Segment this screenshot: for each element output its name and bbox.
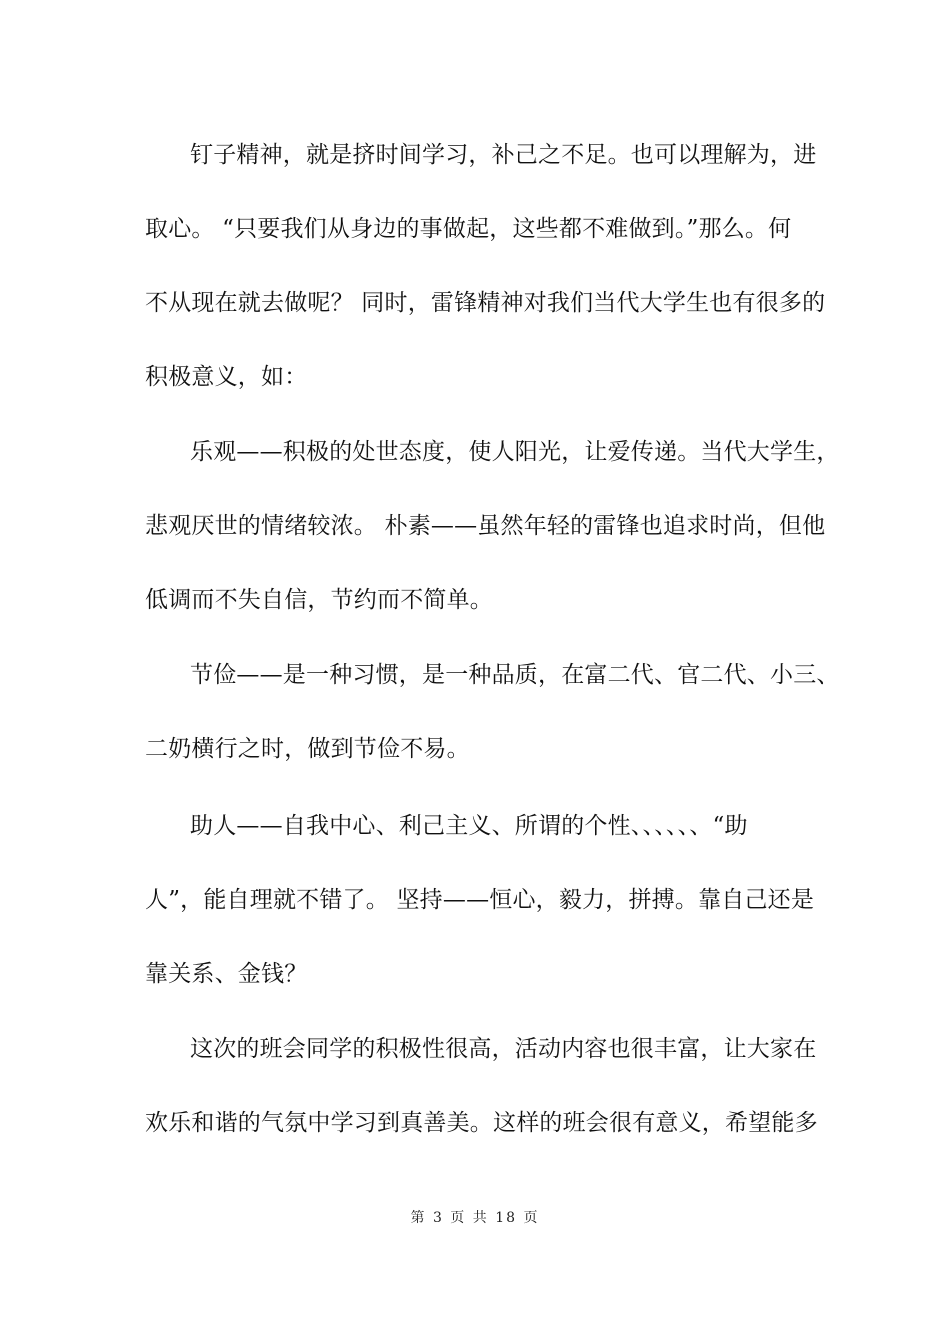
paragraph-4-line-2: 人”，能自理就不错了。 坚持——恒心，毅力，拼搏。靠自己还是 bbox=[145, 887, 815, 913]
paragraph-2-line-3: 低调而不失自信，节约而不简单。 bbox=[145, 587, 493, 613]
paragraph-4-line-3: 靠关系、金钱？ bbox=[145, 961, 308, 987]
paragraph-2-line-1: 乐观——积极的处世态度，使人阳光，让爱传递。当代大学生， bbox=[190, 439, 840, 465]
paragraph-3-line-1: 节俭——是一种习惯，是一种品质，在富二代、官二代、小三、 bbox=[190, 662, 840, 688]
paragraph-5-line-1: 这次的班会同学的积极性很高，活动内容也很丰富，让大家在 bbox=[190, 1036, 817, 1062]
paragraph-2-line-2: 悲观厌世的情绪较浓。 朴素——虽然年轻的雷锋也追求时尚，但他 bbox=[145, 513, 826, 539]
paragraph-1-line-3: 不从现在就去做呢？ 同时，雷锋精神对我们当代大学生也有很多的 bbox=[145, 290, 826, 316]
paragraph-4-line-1: 助人——自我中心、利己主义、所谓的个性、、、、、、“助 bbox=[190, 813, 748, 839]
page-number-footer: 第 3 页 共 18 页 bbox=[410, 1210, 540, 1226]
paragraph-1-line-4: 积极意义，如： bbox=[145, 364, 308, 390]
paragraph-1-line-1: 钉子精神，就是挤时间学习，补己之不足。也可以理解为，进 bbox=[190, 142, 817, 168]
paragraph-1-line-2: 取心。 “只要我们从身边的事做起，这些都不难做到。”那么。何 bbox=[145, 216, 792, 242]
paragraph-3-line-2: 二奶横行之时，做到节俭不易。 bbox=[145, 736, 470, 762]
paragraph-5-line-2: 欢乐和谐的气氛中学习到真善美。这样的班会很有意义，希望能多 bbox=[145, 1110, 818, 1136]
